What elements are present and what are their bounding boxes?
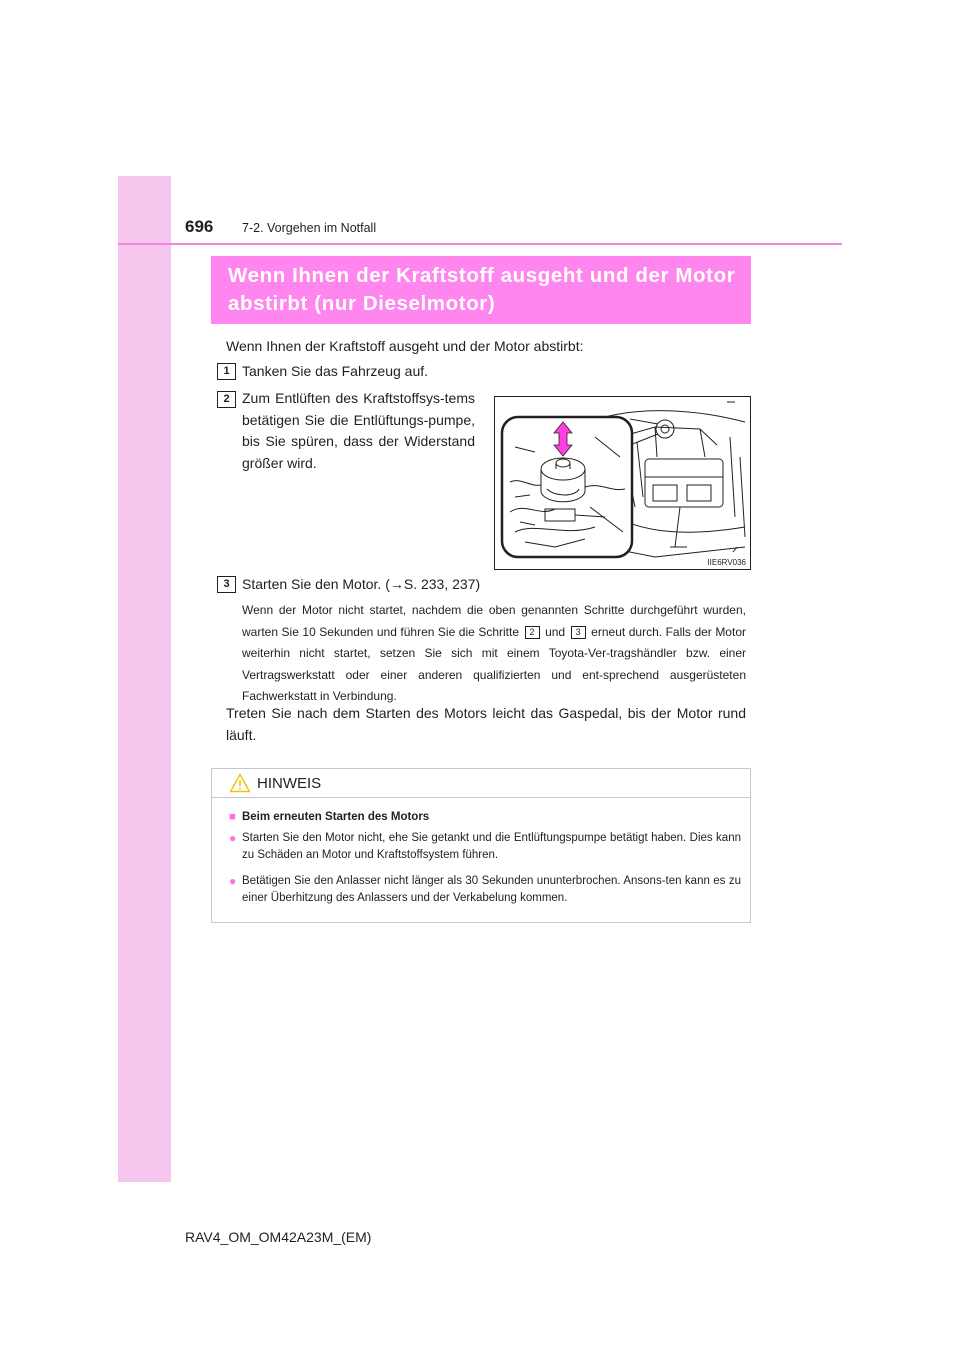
figure-code: IIE6RV036 — [707, 558, 746, 567]
notice-subheading — [229, 811, 429, 823]
step-number-3: 3 — [217, 576, 236, 593]
step-number-2: 2 — [217, 391, 236, 408]
footer-doc-code: RAV4_OM_OM42A23M_(EM) — [185, 1229, 372, 1245]
step-1-text: Tanken Sie das Fahrzeug auf. — [242, 363, 429, 379]
step-3-text-start: Starten Sie den Motor. ( — [242, 576, 390, 592]
header-rule — [118, 243, 842, 245]
engine-bay-figure — [494, 396, 751, 570]
section-title: 7-2. Vorgehen im Notfall — [242, 221, 377, 235]
arrow-right-icon: → — [389, 576, 404, 592]
page-title-box — [211, 256, 751, 324]
intro-text: Wenn Ihnen der Kraftstoff ausgeht und der Motor abstirbt: — [226, 338, 584, 354]
notice-bullet-1 — [229, 830, 741, 864]
warning-triangle-icon — [229, 773, 251, 793]
notice-label: HINWEIS — [257, 775, 322, 792]
notice-bullet-1-text: Starten Sie den Motor nicht, ehe Sie getankt und die Entlüftungspumpe betätigt haben. Dies kann zu Schäden an Motor und Kraftstoffsystem führen. — [242, 832, 741, 861]
notice-bullet-2-text: Betätigen Sie den Anlasser nicht länger als 30 Sekunden ununterbrochen. Ansons-ten kann es zu einer Überhitzung des Anlassers und der Verkabelung kommen. — [242, 875, 741, 904]
step-2-text: Zum Entlüften des Kraftstoffsys-tems betätigen Sie die Entlüftungs-pumpe, bis Sie spüren, dass der Widerstand größer wird. — [242, 390, 475, 471]
page-number: 696 — [185, 217, 214, 236]
notice-bullet-2 — [229, 873, 741, 907]
notice-subheading-text: Beim erneuten Starten des Motors — [241, 811, 430, 823]
bullet-dot-icon: ● — [229, 874, 237, 888]
page-title: Wenn Ihnen der Kraftstoff ausgeht und der Motor abstirbt (nur Dieselmotor) — [228, 264, 736, 315]
step-number-1: 1 — [217, 363, 236, 380]
step-ref-3: 3 — [571, 626, 586, 639]
chapter-sidebar — [118, 176, 171, 1182]
retry-note-and: und — [545, 624, 566, 639]
bleed-pump-illustration — [495, 397, 750, 569]
step-3-text — [242, 574, 480, 596]
square-bullet-icon: ■ — [229, 811, 236, 823]
retry-note — [242, 600, 746, 708]
bullet-dot-icon: ● — [229, 831, 237, 845]
closing-text: Treten Sie nach dem Starten des Motors leicht das Gaspedal, bis der Motor rund läuft. — [226, 705, 746, 743]
step-ref-2: 2 — [525, 626, 540, 639]
retry-note-text-1: Wenn der Motor nicht startet, nachdem die oben genannten Schritte durchgeführt wurden, warten Sie 10 Sekunden und führen Sie die Schritte — [242, 603, 746, 639]
page-reference: S. 233, 237) — [403, 576, 481, 592]
retry-note-text-2: erneut durch. Falls der Motor weiterhin nicht startet, setzen Sie sich mit einem Toyota-Ver-tragshändler bzw. einer Vertragswerkstatt oder einer anderen qualifizierten und ent-sprechend ausgerüsteten Fachwerkstatt in Verbindung. — [242, 624, 746, 703]
notice-box — [211, 768, 751, 923]
notice-header — [212, 769, 750, 798]
